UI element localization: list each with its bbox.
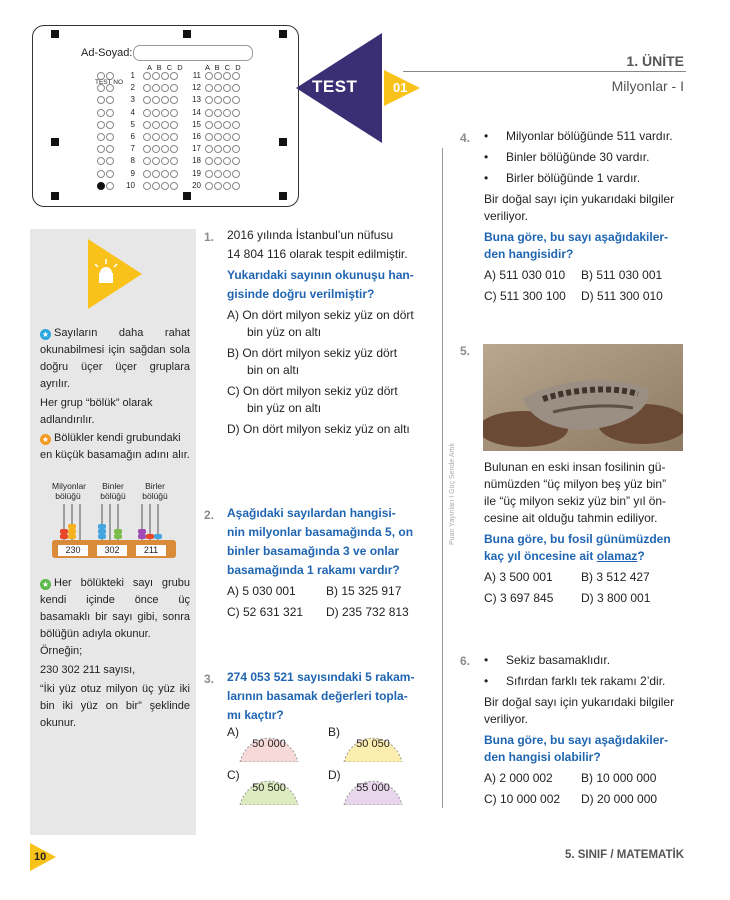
test-no-bubble[interactable] xyxy=(106,96,114,104)
q1-option-d[interactable]: D) On dört milyon sekiz yüz on altı xyxy=(227,422,410,436)
bullet-icon: • xyxy=(484,653,489,667)
q5-question: Buna göre, bu fosil günümüzden xyxy=(484,532,671,546)
answer-bubble[interactable] xyxy=(161,133,169,141)
test-no-bubble[interactable] xyxy=(106,182,114,190)
answer-bubble[interactable] xyxy=(161,145,169,153)
q5-option-a[interactable]: A) 3 500 001 xyxy=(484,570,553,584)
test-no-bubble[interactable] xyxy=(97,133,105,141)
answer-bubble[interactable] xyxy=(152,109,160,117)
answer-bubble[interactable] xyxy=(143,121,151,129)
q2-question: binler basamağında 3 ve onlar xyxy=(227,544,400,558)
test-no-bubble[interactable] xyxy=(97,157,105,165)
abacus-value-thousands: 302 xyxy=(104,545,120,555)
q2-question: nin milyonlar basamağında 5, on xyxy=(227,525,414,539)
q3-option-a-label: A) xyxy=(227,725,239,739)
test-no-bubble[interactable] xyxy=(97,145,105,153)
q2-question: basamağında 1 rakamı vardır? xyxy=(227,563,400,577)
answer-bubble[interactable] xyxy=(152,182,160,190)
test-no-bubble[interactable] xyxy=(106,84,114,92)
answer-bubble[interactable] xyxy=(205,157,213,165)
answer-bubble[interactable] xyxy=(170,109,178,117)
answer-bubble[interactable] xyxy=(170,72,178,80)
answer-bubble[interactable] xyxy=(232,84,240,92)
answer-bubble[interactable] xyxy=(170,96,178,104)
unit-title: 1. ÜNİTE xyxy=(626,53,684,69)
ad-soyad-field[interactable] xyxy=(133,45,253,61)
row-number: 12 xyxy=(192,83,201,93)
answer-bubble[interactable] xyxy=(161,84,169,92)
corner-marker xyxy=(51,192,59,200)
row-number: 3 xyxy=(130,95,135,105)
test-no-bubble[interactable] xyxy=(106,157,114,165)
answer-bubble[interactable] xyxy=(232,157,240,165)
q3-option-b-label: B) xyxy=(328,725,340,739)
row-number: 6 xyxy=(130,132,135,141)
q2-question: Aşağıdaki sayılardan hangisi- xyxy=(227,506,396,520)
row-number: 8 xyxy=(130,156,135,166)
header-rule xyxy=(403,71,686,72)
answer-bubble[interactable] xyxy=(152,133,160,141)
q5-option-b[interactable]: B) 3 512 427 xyxy=(581,570,650,584)
answer-bubble[interactable] xyxy=(161,72,169,80)
star-icon: ★ xyxy=(41,580,50,589)
answer-bubble[interactable] xyxy=(161,182,169,190)
answer-bubble[interactable] xyxy=(214,84,222,92)
q6-option-b[interactable]: B) 10 000 000 xyxy=(581,771,657,785)
answer-bubble[interactable] xyxy=(214,170,222,178)
footer-subject: 5. SINIF / MATEMATİK xyxy=(564,849,684,861)
publisher-vertical-text xyxy=(444,390,458,550)
corner-marker xyxy=(183,30,191,38)
abacus-value-ones: 211 xyxy=(143,545,159,555)
answer-bubble[interactable] xyxy=(143,170,151,178)
bullet-icon: • xyxy=(484,129,489,143)
answer-bubble[interactable] xyxy=(214,182,222,190)
answer-bubble[interactable] xyxy=(232,121,240,129)
test-no-bubble[interactable] xyxy=(106,72,114,80)
answer-bubble[interactable] xyxy=(152,121,160,129)
sidebar-paragraph-3: ★ Bölükler kendi grubundaki en küçük basamağın adını alır. xyxy=(40,432,190,461)
answer-bubble[interactable] xyxy=(143,133,151,141)
test-no-bubble[interactable] xyxy=(106,133,114,141)
page-number: 10 xyxy=(34,851,47,863)
q6-bullet: Sıfırdan farklı tek rakamı 2’dir. xyxy=(506,674,666,688)
q1-text: 14 804 116 olarak tespit edilmiştir. xyxy=(227,247,408,261)
row-number: 19 xyxy=(192,168,201,178)
sidebar-paragraph-2: Her grup “bölük” olarak adlandırılır. xyxy=(40,397,153,426)
answer-bubble[interactable] xyxy=(214,121,222,129)
abacus-label-millions: Milyonlar bölüğü xyxy=(52,481,87,501)
q1-option-c[interactable]: bin yüz on altı xyxy=(247,401,322,415)
q4-question: Buna göre, bu sayı aşağıdakiler- xyxy=(484,230,669,244)
bullet-icon: • xyxy=(484,150,489,164)
answer-bubble[interactable] xyxy=(223,133,231,141)
abacus-label-ones: Birler bölüğü xyxy=(142,481,168,501)
test-label: TEST xyxy=(312,77,358,96)
answer-bubble[interactable] xyxy=(214,133,222,141)
q5-text: Bulunan en eski insan fosilinin gü- xyxy=(484,460,666,474)
answer-bubble[interactable] xyxy=(161,96,169,104)
q4-option-b[interactable]: B) 511 030 001 xyxy=(581,268,663,282)
row-number: 1 xyxy=(130,71,135,80)
answer-bubble[interactable] xyxy=(223,182,231,190)
test-number: 01 xyxy=(393,80,408,95)
row-number: 17 xyxy=(192,144,201,154)
answer-bubble[interactable] xyxy=(232,133,240,141)
answer-bubble[interactable] xyxy=(232,145,240,153)
q3-option-d: 55 000 xyxy=(356,782,390,794)
column-headers-right: A B C D xyxy=(205,63,241,72)
answer-bubble[interactable] xyxy=(161,170,169,178)
row-number: 15 xyxy=(192,119,201,129)
answer-bubble[interactable] xyxy=(232,72,240,80)
test-no-bubble[interactable] xyxy=(97,84,105,92)
answer-bubble[interactable] xyxy=(232,170,240,178)
answer-bubble[interactable] xyxy=(214,157,222,165)
answer-bubble[interactable] xyxy=(152,170,160,178)
answer-bubble[interactable] xyxy=(214,72,222,80)
q4-text: Bir doğal sayı için yukarıdaki bilgiler xyxy=(484,192,675,206)
row-number: 4 xyxy=(130,107,135,117)
answer-bubble[interactable] xyxy=(232,109,240,117)
sidebar-corner xyxy=(30,800,50,836)
warning-light-icon xyxy=(86,239,146,309)
answer-bubble[interactable] xyxy=(170,133,178,141)
q1-option-c[interactable]: C) On dört milyon sekiz yüz dört xyxy=(227,384,398,398)
answer-bubble[interactable] xyxy=(170,121,178,129)
sidebar-paragraph-5: Örneğin; xyxy=(40,645,83,657)
q5-question: kaç yıl öncesine ait olamaz? xyxy=(484,549,645,563)
q3-question: mı kaçtır? xyxy=(227,708,284,722)
answer-bubble[interactable] xyxy=(161,109,169,117)
answer-bubble[interactable] xyxy=(152,72,160,80)
q4-bullet: Birler bölüğünde 1 vardır. xyxy=(506,171,641,185)
row-number: 7 xyxy=(130,144,135,154)
test-no-bubble[interactable] xyxy=(106,109,114,117)
bullet-icon: • xyxy=(484,674,489,688)
answer-bubble[interactable] xyxy=(170,170,178,178)
q5-option-d[interactable]: D) 3 800 001 xyxy=(581,591,651,605)
answer-bubble[interactable] xyxy=(214,145,222,153)
column-divider xyxy=(442,148,443,808)
q5-option-c[interactable]: C) 3 697 845 xyxy=(484,591,554,605)
q3-option-d-label: D) xyxy=(328,768,341,782)
answer-bubble[interactable] xyxy=(205,133,213,141)
q1-option-b[interactable]: bin on altı xyxy=(247,363,300,377)
answer-bubble[interactable] xyxy=(152,84,160,92)
answer-bubble[interactable] xyxy=(223,145,231,153)
row-number: 13 xyxy=(192,95,201,105)
answer-bubble[interactable] xyxy=(143,72,151,80)
row-number: 2 xyxy=(130,83,135,93)
question-number: 1. xyxy=(204,230,215,244)
question-number: 5. xyxy=(460,344,471,358)
test-no-bubble[interactable] xyxy=(97,182,105,190)
q2-option-a[interactable]: A) 5 030 001 xyxy=(227,584,296,598)
test-no-bubble[interactable] xyxy=(97,121,105,129)
answer-bubble[interactable] xyxy=(205,109,213,117)
q6-question: den hangisi olabilir? xyxy=(484,750,601,764)
q1-option-a[interactable]: A) On dört milyon sekiz yüz on dört xyxy=(227,308,414,322)
answer-bubble[interactable] xyxy=(143,84,151,92)
answer-bubble[interactable] xyxy=(205,170,213,178)
answer-bubble[interactable] xyxy=(205,72,213,80)
star-icon: ★ xyxy=(41,330,50,339)
q4-bullet: Milyonlar bölüğünde 511 vardır. xyxy=(506,129,673,143)
test-no-bubble[interactable] xyxy=(106,145,114,153)
answer-bubble[interactable] xyxy=(223,109,231,117)
answer-bubble[interactable] xyxy=(214,96,222,104)
test-no-bubble[interactable] xyxy=(97,72,105,80)
q1-option-a[interactable]: bin yüz on altı xyxy=(247,325,322,339)
q6-option-c[interactable]: C) 10 000 002 xyxy=(484,792,561,806)
q2-option-d[interactable]: D) 235 732 813 xyxy=(326,605,409,619)
answer-bubble[interactable] xyxy=(152,157,160,165)
answer-bubble[interactable] xyxy=(205,96,213,104)
abacus-value-millions: 230 xyxy=(65,545,81,555)
q1-option-b[interactable]: B) On dört milyon sekiz yüz dört xyxy=(227,346,398,360)
answer-bubble[interactable] xyxy=(161,121,169,129)
q6-text: veriliyor. xyxy=(484,712,529,726)
row-number: 16 xyxy=(192,132,201,141)
answer-bubble[interactable] xyxy=(205,121,213,129)
test-no-bubble[interactable] xyxy=(106,121,114,129)
q3-option-c: 50 500 xyxy=(252,782,286,794)
fossil-photo xyxy=(483,344,683,451)
q6-option-a[interactable]: A) 2 000 002 xyxy=(484,771,553,785)
abacus-label-thousands: Binler bölüğü xyxy=(100,481,126,501)
q6-bullet: Sekiz basamaklıdır. xyxy=(506,653,611,667)
answer-bubble[interactable] xyxy=(143,145,151,153)
unit-subtitle: Milyonlar - I xyxy=(611,78,684,94)
answer-bubble[interactable] xyxy=(223,157,231,165)
sidebar-paragraph-4: ★ Her bölükteki sayı grubu kendi içinde önce üç basamaklı bir sayı gibi, sonra bölüğün adıyla okunur. xyxy=(40,577,190,640)
test-no-label: TEST NO xyxy=(94,79,124,86)
answer-sheet xyxy=(32,25,299,207)
question-number: 3. xyxy=(204,672,215,686)
answer-bubble[interactable] xyxy=(170,182,178,190)
q6-option-d[interactable]: D) 20 000 000 xyxy=(581,792,658,806)
q4-option-a[interactable]: A) 511 030 010 xyxy=(484,268,566,282)
q1-question: Yukarıdaki sayının okunuşu han- xyxy=(227,268,414,282)
q5-text: nümüzden “üç milyon beş yüz bin” xyxy=(484,477,667,491)
answer-bubble[interactable] xyxy=(223,121,231,129)
q3-question: 274 053 521 sayısındaki 5 rakam- xyxy=(227,670,415,684)
row-number: 5 xyxy=(130,119,135,129)
test-no-bubble[interactable] xyxy=(97,109,105,117)
q1-text: 2016 yılında İstanbul’un nüfusu xyxy=(227,228,394,242)
test-no-bubble[interactable] xyxy=(97,170,105,178)
q5-text: ile “üç milyon sekiz yüz bin” yıl ön- xyxy=(484,494,667,508)
q2-option-c[interactable]: C) 52 631 321 xyxy=(227,605,304,619)
question-number: 4. xyxy=(460,131,471,145)
q1-question: gisinde doğru verilmiştir? xyxy=(227,287,375,301)
answer-bubble[interactable] xyxy=(223,72,231,80)
q5-text: cesine ait olduğu tahmin ediliyor. xyxy=(484,511,658,525)
row-number: 18 xyxy=(192,156,201,166)
q4-text: veriliyor. xyxy=(484,209,529,223)
corner-marker xyxy=(51,30,59,38)
bullet-icon: • xyxy=(484,171,489,185)
q3-option-a: 50 000 xyxy=(252,738,286,750)
answer-bubble[interactable] xyxy=(170,157,178,165)
answer-bubble[interactable] xyxy=(143,182,151,190)
row-number: 10 xyxy=(126,180,135,190)
corner-marker xyxy=(279,138,287,146)
sidebar-paragraph-6: 230 302 211 sayısı, xyxy=(40,664,136,676)
answer-bubble[interactable] xyxy=(143,96,151,104)
q4-question: den hangisidir? xyxy=(484,247,574,261)
answer-bubble[interactable] xyxy=(205,182,213,190)
publisher-text: Puan Yayınları I Güç Sende Artık xyxy=(449,442,456,545)
test-no-bubble[interactable] xyxy=(106,170,114,178)
answer-bubble[interactable] xyxy=(223,96,231,104)
question-number: 6. xyxy=(460,654,471,668)
answer-bubble[interactable] xyxy=(161,157,169,165)
sidebar-paragraph-7: “İki yüz otuz milyon üç yüz iki bin iki yüz on bir” şeklinde okunur. xyxy=(40,683,190,729)
answer-bubble[interactable] xyxy=(170,145,178,153)
column-headers-left: A B C D xyxy=(147,63,183,72)
star-icon: ★ xyxy=(41,435,50,444)
answer-bubble[interactable] xyxy=(214,109,222,117)
ad-soyad-label: Ad-Soyad: xyxy=(81,47,133,59)
answer-bubble[interactable] xyxy=(223,170,231,178)
q2-option-b[interactable]: B) 15 325 917 xyxy=(326,584,402,598)
answer-bubble[interactable] xyxy=(143,109,151,117)
answer-bubble[interactable] xyxy=(223,84,231,92)
row-number: 11 xyxy=(192,71,201,80)
q3-option-c-label: C) xyxy=(227,768,240,782)
sidebar-paragraph-1: ★ Sayıların daha rahat okunabilmesi için sağdan sola doğru üçer üçer gruplara ayrılır. xyxy=(40,327,190,390)
answer-bubble[interactable] xyxy=(205,145,213,153)
row-number: 14 xyxy=(192,107,201,117)
corner-marker xyxy=(279,192,287,200)
row-number: 20 xyxy=(192,180,201,190)
q4-option-c[interactable]: C) 511 300 100 xyxy=(484,289,566,303)
answer-bubble[interactable] xyxy=(152,96,160,104)
q6-text: Bir doğal sayı için yukarıdaki bilgiler xyxy=(484,695,675,709)
answer-bubble[interactable] xyxy=(170,84,178,92)
row-number: 9 xyxy=(130,168,135,178)
test-no-bubble[interactable] xyxy=(97,96,105,104)
answer-bubble[interactable] xyxy=(232,182,240,190)
corner-marker xyxy=(51,138,59,146)
corner-marker xyxy=(183,192,191,200)
answer-bubble[interactable] xyxy=(152,145,160,153)
q6-question: Buna göre, bu sayı aşağıdakiler- xyxy=(484,733,669,747)
q3-option-b: 50 050 xyxy=(356,738,390,750)
corner-marker xyxy=(279,30,287,38)
question-number: 2. xyxy=(204,508,215,522)
answer-bubble[interactable] xyxy=(232,96,240,104)
q4-option-d[interactable]: D) 511 300 010 xyxy=(581,289,663,303)
q4-bullet: Binler bölüğünde 30 vardır. xyxy=(506,150,650,164)
answer-bubble[interactable] xyxy=(205,84,213,92)
answer-bubble[interactable] xyxy=(143,157,151,165)
q3-question: larının basamak değerleri topla- xyxy=(227,689,408,703)
